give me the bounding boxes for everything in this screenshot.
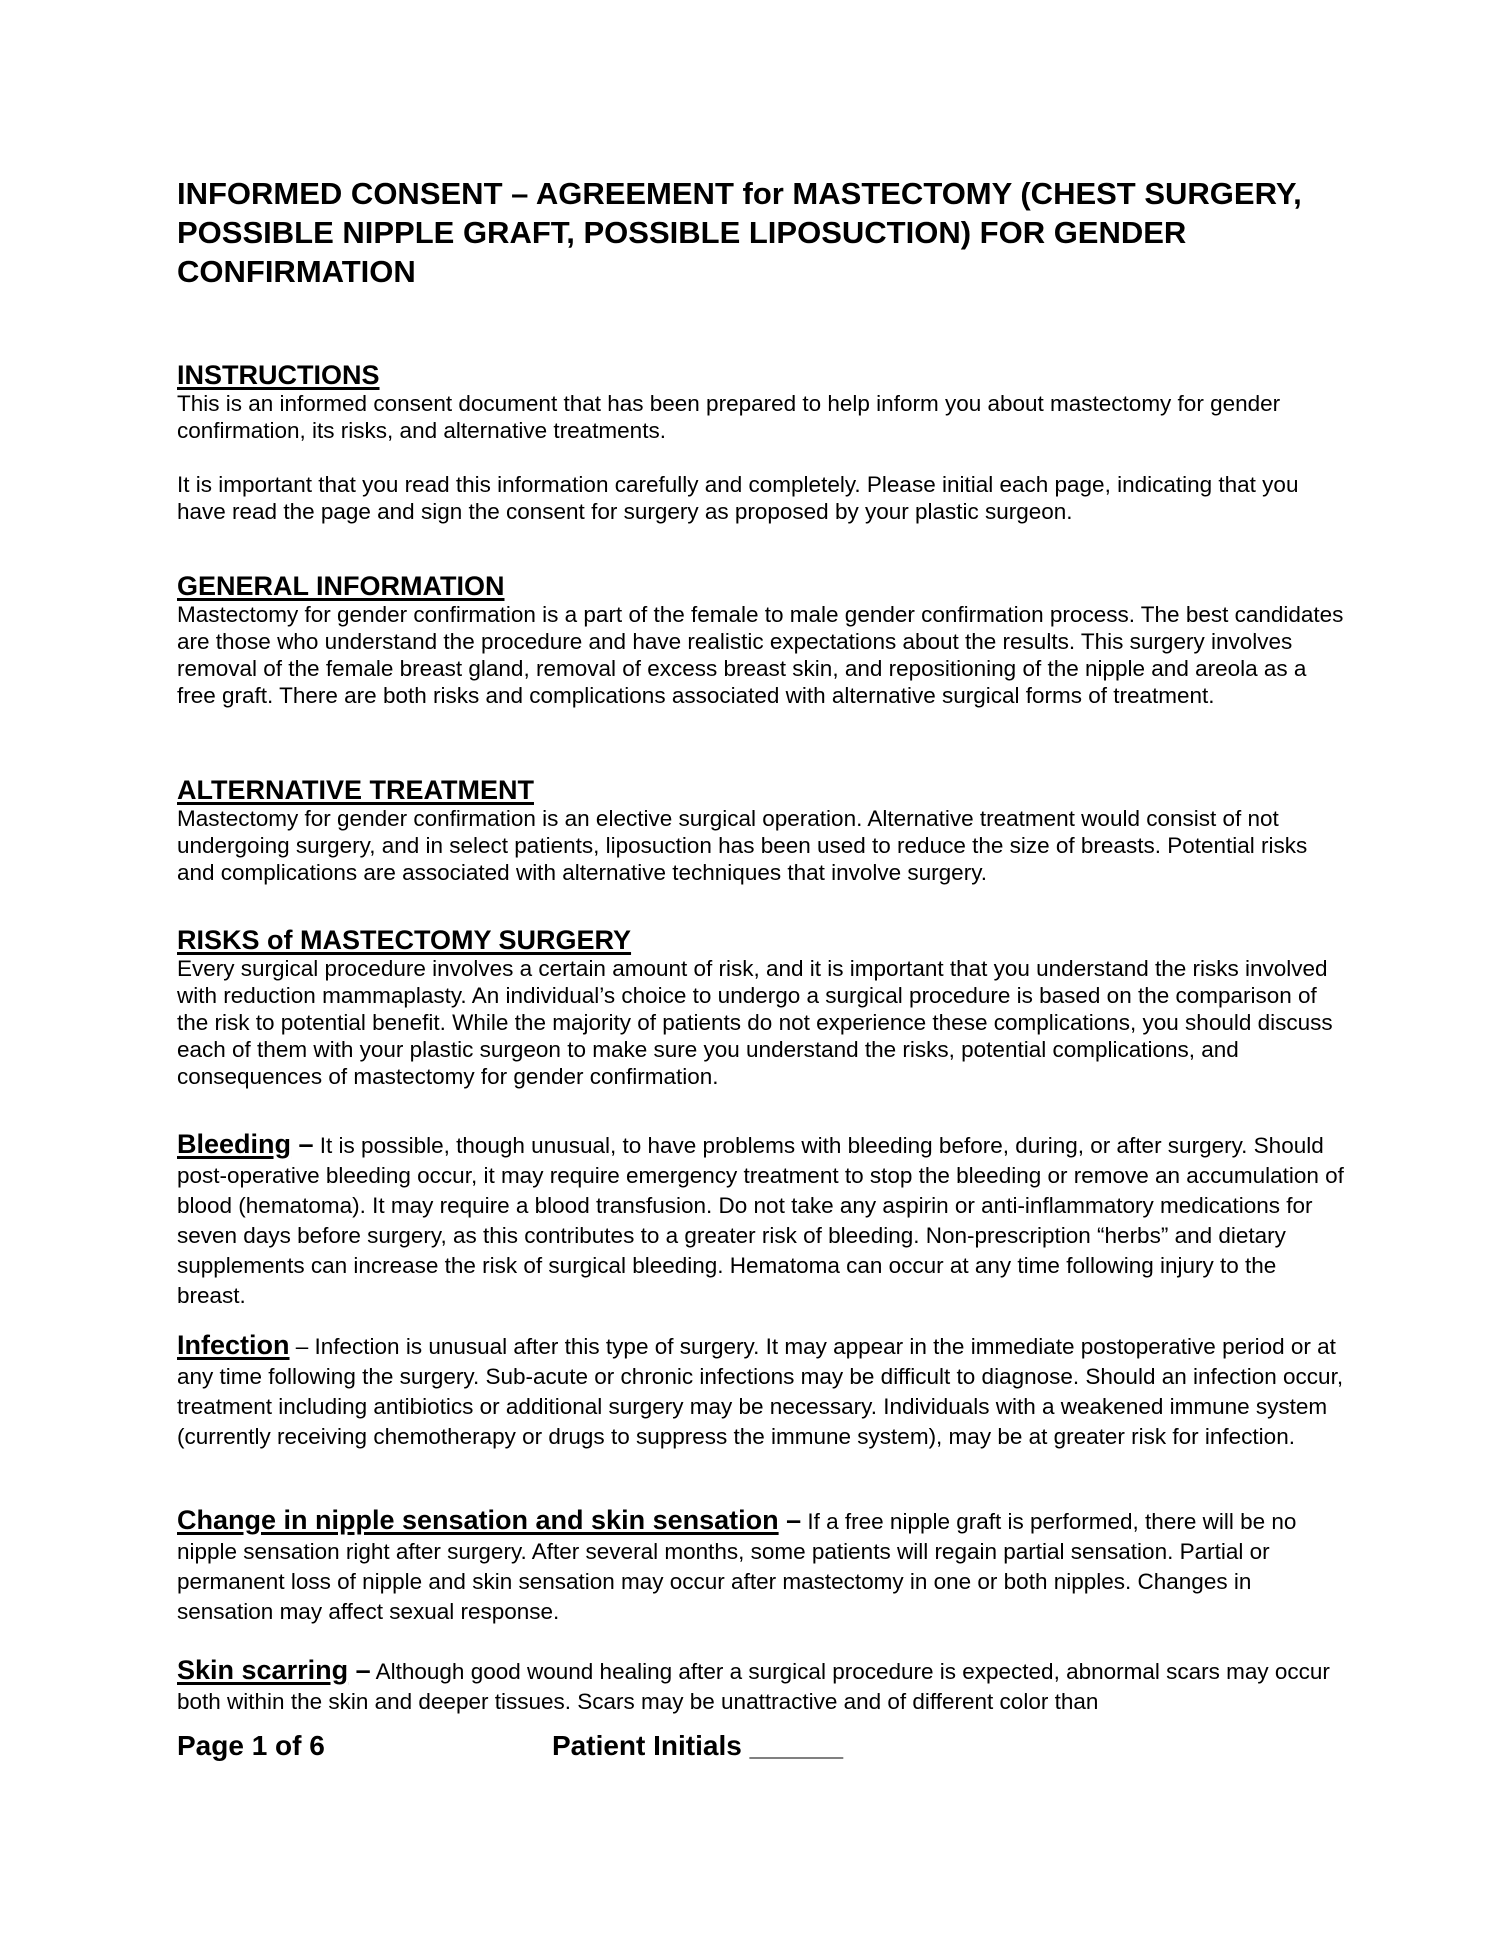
risk-item-infection bbox=[177, 1332, 1347, 1453]
section-alternative-treatment bbox=[177, 775, 1347, 886]
risk-item-nipple-sensation bbox=[177, 1507, 1347, 1628]
paragraph: Every surgical procedure involves a certain amount of risk, and it is important that you understand the risks involved with reduction mammaplasty. An individual’s choice to undergo a surgical procedure is based on the comparison of the risk to potential benefit. While the majority of patients do not experience these complications, you should discuss each of them with your plastic surgeon to make sure you understand the risks, potential complications, and consequences of mastectomy for gender confirmation. bbox=[177, 956, 1333, 1089]
paragraph: Mastectomy for gender confirmation is a part of the female to male gender confirmation process. The best candidates are those who understand the procedure and have realistic expectations about the results. This surgery involves removal of the female breast gland, removal of excess breast skin, and repositioning of the nipple and areola as a free graft. There are both risks and complications associated with alternative surgical forms of treatment. bbox=[177, 602, 1344, 708]
risk-item-skin-scarring bbox=[177, 1657, 1347, 1718]
section-heading: INSTRUCTIONS bbox=[177, 360, 380, 390]
risk-dash: – bbox=[778, 1505, 802, 1535]
patient-initials-field[interactable]: Patient Initials ______ bbox=[552, 1730, 844, 1761]
risk-dash: – bbox=[289, 1334, 309, 1359]
page-number: Page 1 of 6 bbox=[177, 1730, 325, 1761]
section-risks bbox=[177, 925, 1347, 1090]
paragraph: Mastectomy for gender confirmation is an elective surgical operation. Alternative treatment would consist of not undergoing surgery, and in select patients, liposuction has been used to reduce the size of breasts. Potential risks and complications are associated with alternative techniques that involve surgery. bbox=[177, 806, 1308, 885]
section-heading: ALTERNATIVE TREATMENT bbox=[177, 775, 534, 805]
risk-title: Bleeding bbox=[177, 1129, 292, 1159]
section-heading: RISKS of MASTECTOMY SURGERY bbox=[177, 925, 632, 955]
risk-dash: – bbox=[291, 1129, 314, 1159]
document-title: INFORMED CONSENT – AGREEMENT for MASTECTOMY (CHEST SURGERY, POSSIBLE NIPPLE GRAFT, POSSIBLE LIPOSUCTION) FOR GENDER CONFIRMATION bbox=[177, 176, 1302, 289]
risk-text: Infection is unusual after this type of surgery. It may appear in the immediate postoperative period or at any time following the surgery. Sub-acute or chronic infections may be difficult to diagnose. Should an infection occur, treatment including antibiotics or additional surgery may be necessary. Individuals with a weakened immune system (currently receiving chemotherapy or drugs to suppress the immune system), may be at greater risk for infection. bbox=[177, 1334, 1344, 1449]
paragraph: This is an informed consent document that has been prepared to help inform you about mastectomy for gender confirmation, its risks, and alternative treatments. bbox=[177, 391, 1281, 443]
risk-title: Change in nipple sensation and skin sensation bbox=[177, 1505, 779, 1535]
risk-text: If a free nipple graft is performed, there will be no nipple sensation right after surgery. After several months, some patients will regain partial sensation. Partial or permanent loss of nipple and skin sensation may occur after mastectomy in one or both nipples. Changes in sensation may affect sexual response. bbox=[177, 1509, 1297, 1624]
section-general-information bbox=[177, 571, 1347, 709]
paragraph: It is important that you read this information carefully and completely. Please initial each page, indicating that you have read the page and sign the consent for surgery as proposed by your plastic surgeon. bbox=[177, 472, 1299, 524]
risk-dash: – bbox=[348, 1655, 371, 1685]
risk-title: Infection bbox=[177, 1330, 290, 1360]
section-instructions bbox=[177, 360, 1347, 525]
section-heading: GENERAL INFORMATION bbox=[177, 571, 505, 601]
risk-text: It is possible, though unusual, to have problems with bleeding before, during, or after surgery. Should post-operative bleeding occur, it may require emergency treatment to stop the bleeding or remove an accumulation of blood (hematoma). It may require a blood transfusion. Do not take any aspirin or anti-inflammatory medications for seven days before surgery, as this contributes to a greater risk of bleeding. Non-prescription “herbs” and dietary supplements can increase the risk of surgical bleeding. Hematoma can occur at any time following injury to the breast. bbox=[177, 1133, 1344, 1308]
risk-item-bleeding bbox=[177, 1131, 1347, 1312]
risk-text: Although good wound healing after a surgical procedure is expected, abnormal scars may occur both within the skin and deeper tissues. Scars may be unattractive and of different color than bbox=[177, 1659, 1330, 1714]
risk-title: Skin scarring bbox=[177, 1655, 349, 1685]
